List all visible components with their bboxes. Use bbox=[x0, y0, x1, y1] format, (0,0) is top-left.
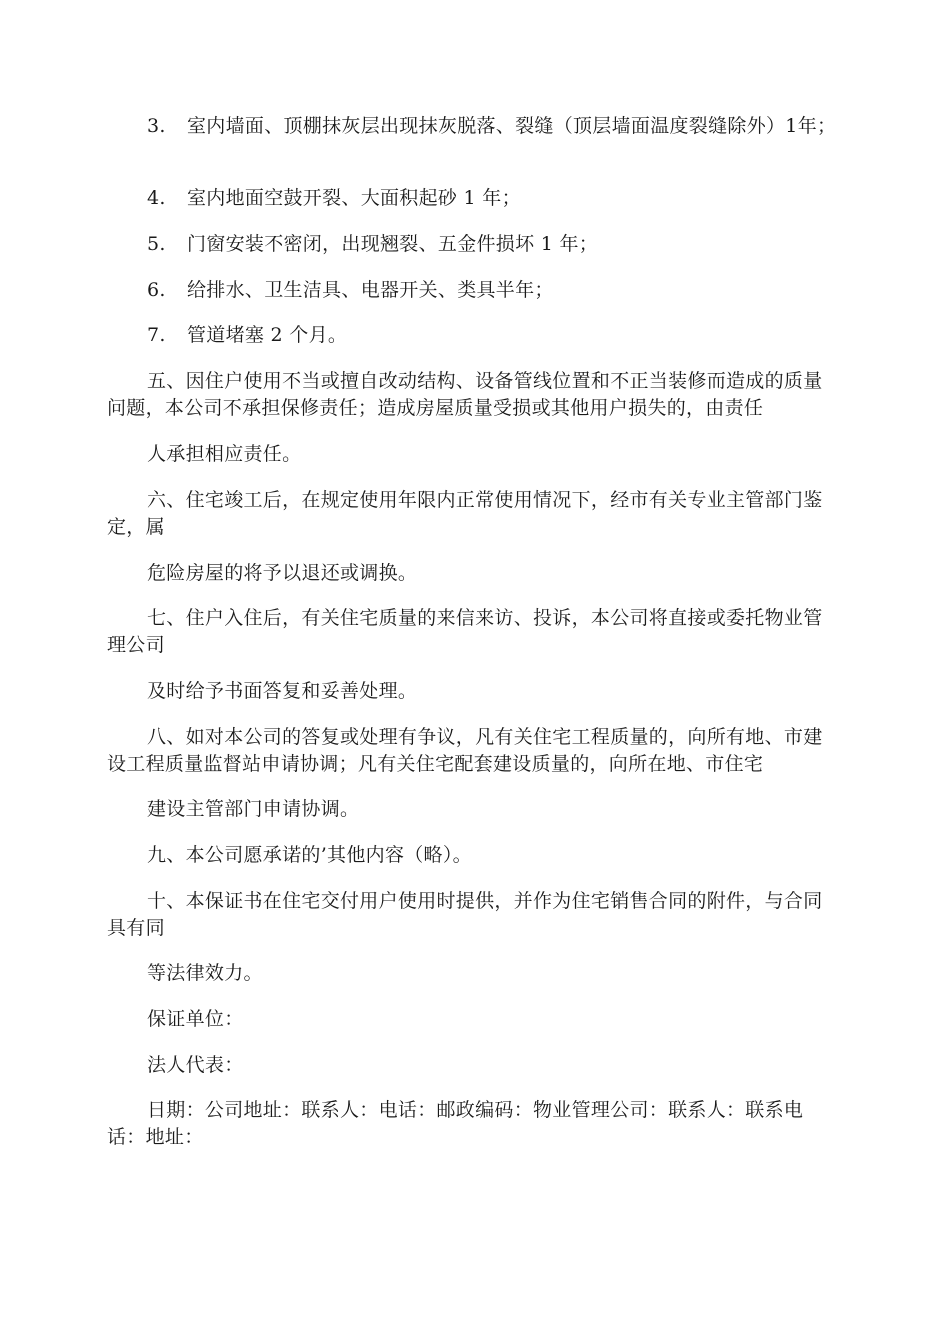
item-6 bbox=[107, 277, 839, 304]
section-8-continuation: 建设主管部门申请协调。 bbox=[147, 798, 360, 820]
section-5-continuation: 人承担相应责任。 bbox=[147, 443, 302, 465]
section-8: 八、如对本公司的答复或处理有争议，凡有关住宅工程质量的，向所有地、市建设工程质量监督站申请协调；凡有关住宅配套建设质量的，向所在地、市住宅 bbox=[107, 726, 823, 775]
section-7-continuation: 及时给予书面答复和妥善处理。 bbox=[147, 680, 418, 702]
item-7 bbox=[107, 322, 839, 349]
section-10-continuation: 等法律效力。 bbox=[147, 962, 263, 984]
item-text: 室内地面空鼓开裂、大面积起砂 1 年； bbox=[187, 187, 521, 209]
item-number: 5. bbox=[147, 233, 166, 255]
item-text: 管道堵塞 2 个月。 bbox=[187, 324, 348, 346]
section-6-continuation: 危险房屋的将予以退还或调换。 bbox=[147, 562, 418, 584]
item-text: 给排水、卫生洁具、电器开关、类具半年； bbox=[187, 279, 554, 301]
section-7: 七、住户入住后，有关住宅质量的来信来访、投诉，本公司将直接或委托物业管理公司 bbox=[107, 607, 823, 656]
item-number: 3. bbox=[147, 115, 166, 137]
item-number: 6. bbox=[147, 279, 166, 301]
section-6: 六、住宅竣工后，在规定使用年限内正常使用情况下，经市有关专业主管部门鉴定，属 bbox=[107, 489, 823, 538]
item-number: 4. bbox=[147, 187, 166, 209]
section-9: 九、本公司愿承诺的’其他内容（略）。 bbox=[147, 844, 472, 866]
section-5: 五、因住户使用不当或擅自改动结构、设备管线位置和不正当装修而造成的质量问题，本公司不承担保修责任；造成房屋质量受损或其他用户损失的，由责任 bbox=[107, 370, 823, 419]
item-text: 门窗安装不密闭，出现翘裂、五金件损坏 1 年； bbox=[187, 233, 599, 255]
legal-representative-label: 法人代表： bbox=[147, 1054, 244, 1076]
item-text: 室内墙面、顶棚抹灰层出现抹灰脱落、裂缝（顶层墙面温度裂缝除外）1年； bbox=[187, 115, 837, 137]
guarantor-label: 保证单位： bbox=[147, 1008, 244, 1030]
item-number: 7. bbox=[147, 324, 166, 346]
item-3 bbox=[107, 113, 839, 140]
contact-info-line: 日期：公司地址：联系人：电话：邮政编码：物业管理公司：联系人：联系电话：地址： bbox=[107, 1099, 804, 1148]
item-5 bbox=[107, 231, 839, 258]
section-10: 十、本保证书在住宅交付用户使用时提供，并作为住宅销售合同的附件，与合同具有同 bbox=[107, 890, 823, 939]
item-4 bbox=[107, 185, 839, 212]
